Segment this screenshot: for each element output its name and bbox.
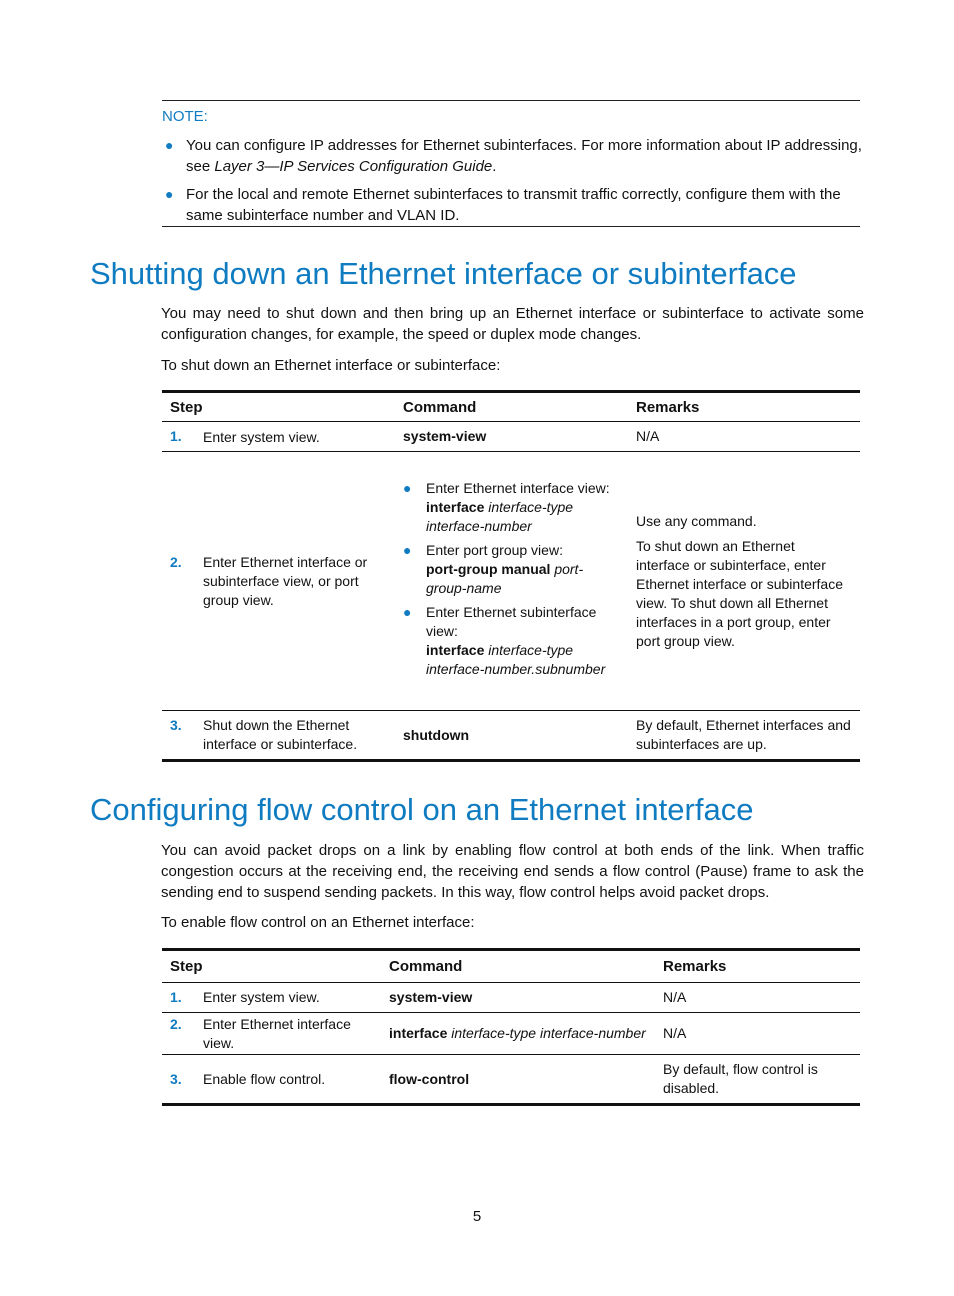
command-arg: interface-type interface-number.subnumber: [426, 641, 606, 677]
table-header-row: [162, 392, 860, 422]
command-desc: Enter Ethernet subinterface view:: [426, 603, 597, 639]
header-remarks: Remarks: [663, 958, 727, 975]
list-item: [403, 603, 620, 679]
remarks-cell: N/A: [663, 989, 687, 1005]
note-top-rule: [162, 100, 860, 101]
section-heading: Configuring flow control on an Ethernet interface: [90, 792, 754, 827]
header-remarks: Remarks: [636, 398, 700, 416]
step-text: Enter system view.: [203, 429, 320, 445]
step-cell: [162, 1055, 381, 1105]
table-header-row: [162, 950, 860, 983]
command-keyword: interface: [426, 498, 485, 515]
step-cell: [162, 983, 381, 1013]
step-text: Enter Ethernet interface or subinterface view, or port group view.: [203, 553, 368, 608]
note-item: [165, 184, 862, 226]
command-cell: [381, 983, 655, 1013]
section-heading: Shutting down an Ethernet interface or subinterface: [90, 256, 797, 291]
command-cell: [381, 1055, 655, 1105]
command-list: [403, 479, 620, 679]
command-keyword: system-view: [389, 989, 473, 1005]
remarks-cell: N/A: [636, 428, 660, 444]
bullet-icon: ●: [165, 137, 174, 153]
guide-reference: Layer 3—IP Services Configuration Guide: [214, 158, 493, 175]
step-text: Enable flow control.: [203, 1070, 326, 1087]
remarks-cell: N/A: [663, 1025, 687, 1041]
bullet-icon: ●: [403, 541, 412, 558]
step-number: 3.: [170, 717, 182, 733]
table-intro: To shut down an Ethernet interface or subinterface:: [161, 357, 501, 374]
table-row: [162, 422, 860, 452]
list-item: [403, 541, 620, 598]
note-item: [165, 135, 862, 177]
header-step: Step: [170, 958, 203, 975]
remarks-cell: [655, 1055, 860, 1105]
remarks-cell: [628, 452, 860, 711]
step-number: 3.: [170, 1070, 182, 1087]
step-number: 2.: [170, 553, 182, 570]
table-row: [162, 1055, 860, 1105]
note-text: For the local and remote Ethernet subinterfaces to transmit traffic correctly, configure them with the same subinterface number and VLAN ID.: [186, 186, 841, 224]
note-label: NOTE:: [162, 108, 208, 125]
note-text-end: .: [492, 158, 497, 175]
command-arg: port-group-name: [426, 560, 584, 596]
note-bottom-rule: [162, 226, 860, 227]
step-number: 1.: [170, 989, 182, 1005]
command-arg: interface-type interface-number: [426, 498, 574, 534]
table-row: [162, 452, 860, 711]
step-cell: [162, 1013, 381, 1055]
step-cell: [162, 711, 395, 761]
flow-control-steps-table: [162, 948, 860, 1106]
step-number: 1.: [170, 428, 182, 444]
note-text: You can configure IP addresses for Ethernet subinterfaces. For more information about IP addressing, see: [186, 137, 862, 175]
remarks-cell: By default, Ethernet interfaces and subinterfaces are up.: [636, 717, 851, 752]
list-item: [403, 479, 620, 536]
command-cell: shutdown: [403, 726, 470, 743]
command-arg: interface-type interface-number: [447, 1025, 646, 1041]
table-row: [162, 983, 860, 1013]
table-intro: To enable flow control on an Ethernet interface:: [161, 914, 475, 931]
table-row: [162, 711, 860, 761]
shutdown-steps-table: [162, 390, 860, 762]
header-command: Command: [403, 398, 477, 416]
command-keyword: interface: [389, 1025, 448, 1041]
step-text: Enter Ethernet interface view.: [203, 1015, 351, 1051]
remarks-line: Use any command.: [636, 512, 757, 529]
bullet-icon: ●: [403, 603, 412, 620]
paragraph: You may need to shut down and then bring up an Ethernet interface or subinterface to activate some configuration changes, for example, the speed or duplex mode changes.: [161, 305, 864, 343]
remarks-text: By default, flow control is disabled.: [663, 1061, 818, 1096]
step-cell: [162, 452, 395, 711]
header-command: Command: [389, 958, 463, 975]
command-keyword: port-group manual: [426, 560, 551, 577]
table-row: [162, 1013, 860, 1055]
page-number: 5: [472, 1208, 482, 1225]
step-text: Enter system view.: [203, 989, 320, 1005]
command-keyword: flow-control: [389, 1070, 470, 1087]
command-cell: system-view: [403, 428, 487, 444]
step-text: Shut down the Ethernet interface or subinterface.: [203, 717, 358, 752]
command-desc: Enter Ethernet interface view:: [426, 479, 610, 496]
command-keyword: interface: [426, 641, 485, 658]
command-cell: [395, 452, 628, 711]
remarks-line: To shut down an Ethernet interface or subinterface, enter Ethernet interface or subinterface view. To shut down all Ethernet interfaces in a port group, enter port group view.: [636, 537, 844, 649]
step-number: 2.: [170, 1015, 182, 1032]
paragraph: You can avoid packet drops on a link by enabling flow control at both ends of the link. When traffic congestion occurs at the receiving end, the receiving end sends a flow control (Pause) frame to ask the sending end to suspend sending packets. In this way, flow control helps avoid packet drops.: [161, 842, 864, 901]
step-cell: [162, 422, 395, 452]
command-cell: [381, 1013, 655, 1055]
bullet-icon: ●: [403, 479, 412, 496]
command-desc: Enter port group view:: [426, 541, 563, 558]
bullet-icon: ●: [165, 186, 174, 202]
header-step: Step: [170, 398, 203, 416]
